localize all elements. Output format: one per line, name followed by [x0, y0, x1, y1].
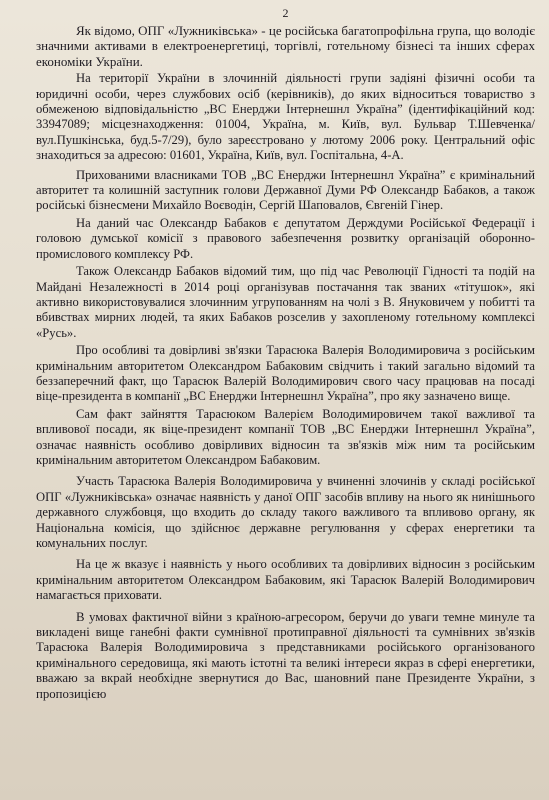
paragraph-opg-intro: Як відомо, ОПГ «Лужниківська» - це російська багатопрофільна група, що володіє значними активами в електроенергетиці, торгівлі, готельному бізнесі та інших сферах економіки України. — [36, 23, 535, 69]
page-number: 2 — [282, 6, 289, 20]
paragraph-vice-president-fact: Сам факт зайняття Тарасюком Валерієм Володимировичем такої важливої та впливової посади, як віце-президент компанії ТОВ „ВС Енерджи Інтернешнл Україна”, означає наявність особливо довірливих відносин та зв'язків між ним та російським кримінальним авторитетом Олександром Бабаковим. — [36, 406, 535, 467]
paragraph-company-details: На території України в злочинній діяльності групи задіяні фізичні особи та юридичні особи, через службових осіб (керівників), до яких відноситься товариство з обмеженою відповідальністю „ВС Енерджи Інтернешнл Україна” (ідентифікаційний код: 33947089; місцезнаходження: 01004, Україна, м. Київ, вул. Бульвар Т.Шевченка/вул.Пушкінська, буд.5-7/29), було зареєстровано у лютому 2006 року. Центральний офіс знаходиться за адресою: 01601, Україна, Київ, вул. Госпітальна, 4-А. — [36, 71, 535, 163]
paragraph-maidan-events: Також Олександр Бабаков відомий тим, що під час Революції Гідності та подій на Майдані Незалежності в 2014 році організував постачання так званих «тітушок», які активно використовувалися злочинним угрупованням на чолі з В. Януковичем у побитті та вбивствах мирних людей, та яких Бабаков розселив у захопленому готельному комплексі «Русь». — [36, 264, 535, 340]
paragraph-participation: Участь Тарасюка Валерія Володимировича у вчиненні злочинів у складі російської ОПГ «Лужниківська» означає наявність у даної ОПГ засобів впливу на нього як нинішнього державного службовця, що входить до складу такого важливого та впливово органу, як Національна комісія, що здійснює державне регулювання у сферах енергетики та комунальних послуг. — [36, 474, 535, 550]
paragraph-concealment: На це ж вказує і наявність у нього особливих та довірливих відносин з російським кримінальним авторитетом Олександром Бабаковим, які Тарасюк Валерій Володимирович намагається приховати. — [36, 557, 535, 603]
paragraph-special-ties: Про особливі та довірливі зв'язки Тарасюка Валерія Володимировича з російським кримінальним авторитетом Олександром Бабаковим свідчить і такий загально відомий та беззаперечний факт, що Тарасюк Валерій Володимирович свого часу працював на посаді віце-президента в компанії „ВС Енерджи Інтернешнл Україна”, про яку зазначено вище. — [36, 343, 535, 404]
paragraph-war-conditions: В умовах фактичної війни з країною-агресором, беручи до уваги темне минуле та викладені вище ганебні факти сумнівної протиправної діяльності та сумнівних зв'язків Тарасюка Валерія Володимировича з представниками російського організованого кримінального середовища, які мають істотні та великі інтереси якраз в сфері енергетики, вважаю за вкрай необхідне звернутися до Вас, шановний пане Президенте України, з пропозицією — [36, 609, 535, 701]
paragraph-hidden-owners: Прихованими власниками ТОВ „ВС Енерджи Інтернешнл Україна” є кримінальний авторитет та колишній заступник голови Державної Думи РФ Олександр Бабаков, а також російські бізнесмени Михайло Воєводін, Сергій Шаповалов, Євгеній Гінер. — [36, 167, 535, 213]
paragraph-babakov-deputy: На даний час Олександр Бабаков є депутатом Держдуми Російської Федерації і головою думської комісії з правового забезпечення розвитку організацій оборонно-промислового комплексу РФ. — [36, 215, 535, 261]
